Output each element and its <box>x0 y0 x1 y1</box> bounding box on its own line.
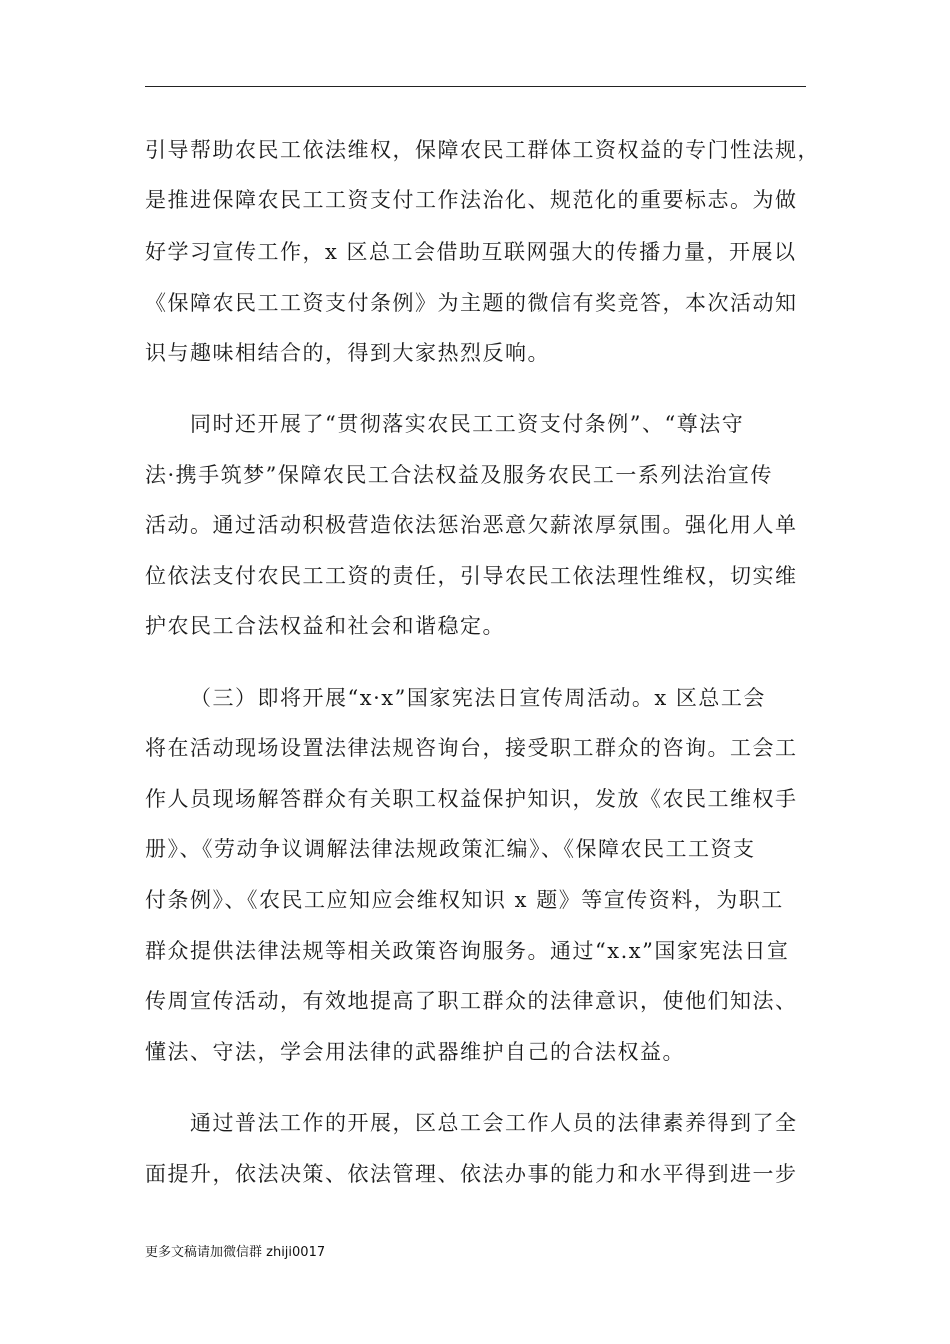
paragraph-1-line-2: 是推进保障农民工工资支付工作法治化、规范化的重要标志。为做 <box>145 188 798 212</box>
paragraph-1-line-1: 引导帮助农民工依法维权，保障农民工群体工资权益的专门性法规， <box>145 138 820 162</box>
footer-note: 更多文稿请加微信群 zhiji0017 <box>145 1245 326 1260</box>
paragraph-3-line-7: 传周宣传活动，有效地提高了职工群众的法律意识，使他们知法、 <box>145 989 798 1013</box>
paragraph-1-line-3: 好学习宣传工作，x 区总工会借助互联网强大的传播力量，开展以 <box>145 240 797 264</box>
paragraph-2-line-2: 法·携手筑梦”保障农民工合法权益及服务农民工一系列法治宣传 <box>145 463 773 487</box>
paragraph-2-line-1: 同时还开展了“贯彻落实农民工工资支付条例”、“尊法守 <box>190 412 745 436</box>
paragraph-3-line-1: （三）即将开展“x·x”国家宪法日宣传周活动。x 区总工会 <box>190 686 766 710</box>
paragraph-2-line-4: 位依法支付农民工工资的责任，引导农民工依法理性维权，切实维 <box>145 564 798 588</box>
header-rule <box>145 86 806 87</box>
paragraph-4-line-1: 通过普法工作的开展，区总工会工作人员的法律素养得到了全 <box>190 1111 798 1135</box>
paragraph-4-line-2: 面提升，依法决策、依法管理、依法办事的能力和水平得到进一步 <box>145 1162 798 1186</box>
paragraph-2-line-5: 护农民工合法权益和社会和谐稳定。 <box>145 614 505 638</box>
paragraph-3-line-5: 付条例》、《农民工应知应会维权知识 x 题》等宣传资料，为职工 <box>145 888 784 912</box>
paragraph-3-line-6: 群众提供法律法规等相关政策咨询服务。通过“x.x”国家宪法日宣 <box>145 939 790 963</box>
paragraph-3-line-8: 懂法、守法，学会用法律的武器维护自己的合法权益。 <box>145 1040 685 1064</box>
paragraph-1-line-5: 识与趣味相结合的，得到大家热烈反响。 <box>145 341 550 365</box>
paragraph-3-line-2: 将在活动现场设置法律法规咨询台，接受职工群众的咨询。工会工 <box>145 736 798 760</box>
paragraph-1-line-4: 《保障农民工工资支付条例》为主题的微信有奖竞答，本次活动知 <box>145 291 798 315</box>
paragraph-3-line-3: 作人员现场解答群众有关职工权益保护知识，发放《农民工维权手 <box>145 787 798 811</box>
paragraph-2-line-3: 活动。通过活动积极营造依法惩治恶意欠薪浓厚氛围。强化用人单 <box>145 513 798 537</box>
paragraph-3-line-4: 册》、《劳动争议调解法律法规政策汇编》、《保障农民工工资支 <box>145 837 756 861</box>
